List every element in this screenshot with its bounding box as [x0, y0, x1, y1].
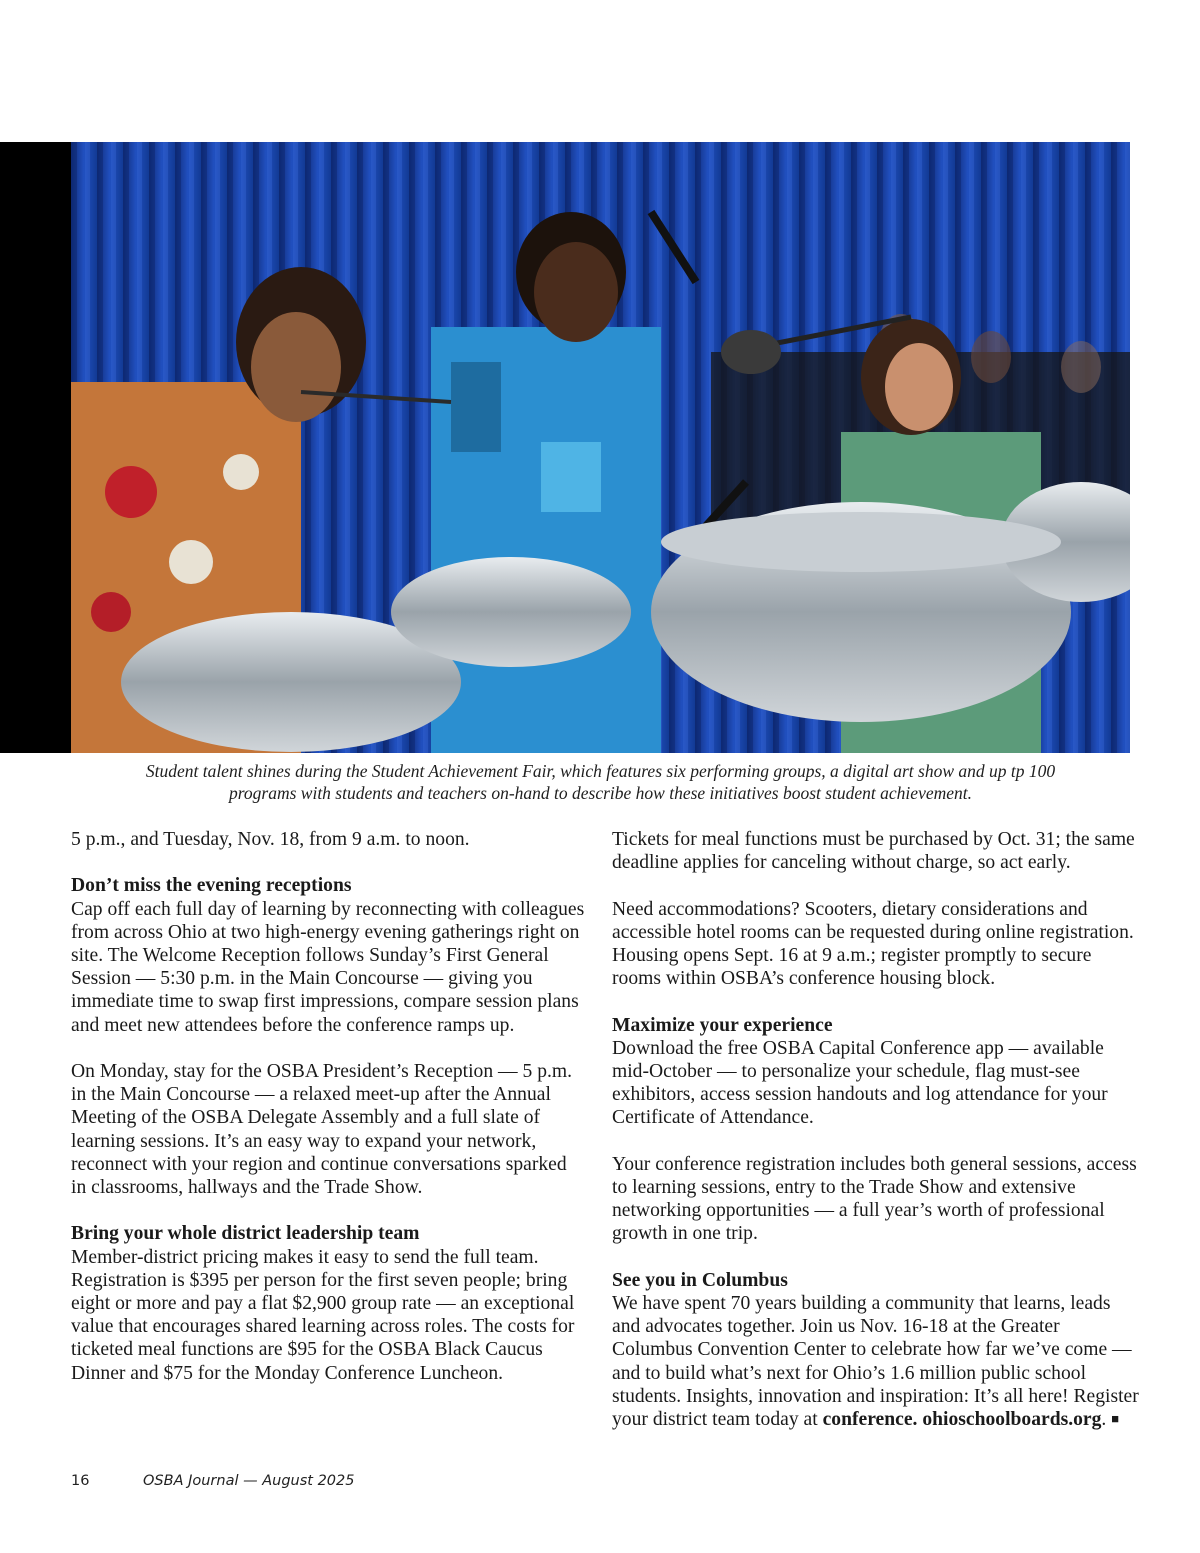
left-column	[71, 828, 586, 1408]
intro-text: 5 p.m., and Tuesday, Nov. 18, from 9 a.m. to noon.	[71, 829, 470, 850]
journal-issue: OSBA Journal — August 2025	[143, 1473, 355, 1489]
receptions-paragraph-1: Cap off each full day of learning by reconnecting with colleagues from across Ohio at two high-energy evening gatherings right on site. The Welcome Reception follows Sunday’s First General Session — 5:30 p.m. in the Main Concourse — giving you immediate time to swap first impressions, compare session plans and meet new attendees before the conference ramps up.	[71, 898, 585, 1036]
page-footer	[71, 1473, 354, 1489]
section-heading-leadership-team: Bring your whole district leadership team	[71, 1223, 420, 1245]
leadership-team-paragraph: Member-district pricing makes it easy to send the full team. Registration is $395 per person for the first seven people; bring eight or more and pay a flat $2,900 group rate — an exceptional value that encourages shared learning across roles. The costs for ticketed meal functions are $95 for the OSBA Black Caucus Dinner and $75 for the Monday Conference Luncheon.	[71, 1246, 575, 1384]
experience-paragraph-2: Your conference registration includes both general sessions, access to learning sessions, entry to the Trade Show and extensive networking opportunities — a full year’s worth of professional growth in one trip.	[612, 1153, 1137, 1245]
page-edge-bar	[0, 142, 71, 753]
conference-link[interactable]: conference. ohioschoolboards.org	[822, 1409, 1102, 1431]
meal-tickets-paragraph: Tickets for meal functions must be purchased by Oct. 31; the same deadline applies for canceling without charge, so act early.	[612, 829, 1135, 874]
caption-line-2: programs with students and teachers on-hand to describe how these initiatives boost student achievement.	[228, 783, 972, 803]
steel-drum-band-photo-icon	[71, 142, 1130, 753]
section-heading-columbus: See you in Columbus	[612, 1269, 788, 1291]
receptions-paragraph-2: On Monday, stay for the OSBA President’s Reception — 5 p.m. in the Main Concourse — a relaxed meet-up after the Annual Meeting of the OSBA Delegate Assembly and a full slate of learning sessions. It’s an easy way to expand your network, reconnect with your region and continue conversations sparked in classrooms, hallways and the Trade Show.	[71, 1061, 573, 1199]
end-mark-icon: ■	[1111, 1411, 1120, 1427]
columbus-paragraph	[612, 1292, 1142, 1432]
page-number: 16	[71, 1473, 90, 1489]
photo-caption	[71, 760, 1130, 804]
section-heading-receptions: Don’t miss the evening receptions	[71, 875, 352, 897]
caption-line-1: Student talent shines during the Student Achievement Fair, which features six performing groups, a digital art show and up tp 100	[145, 761, 1056, 781]
columbus-tail: .	[1101, 1409, 1107, 1431]
section-heading-experience: Maximize your experience	[612, 1014, 833, 1036]
steel-drum-band-photo	[71, 142, 1130, 753]
experience-paragraph-1: Download the free OSBA Capital Conference app — available mid-October — to personalize your schedule, flag must-see exhibitors, access session handouts and log attendance for your Certificate of Attendance.	[612, 1037, 1108, 1129]
right-column	[612, 828, 1142, 1455]
columbus-text: We have spent 70 years building a community that learns, leads and advocates together. Join us Nov. 16-18 at the Greater Columbus Convention Center to celebrate how far we’ve come — and to build what’s next for Ohio’s 1.6 million public school students. Insights, innovation and inspiration: It’s all here! Register your district team today at	[612, 1293, 1139, 1431]
accommodations-paragraph: Need accommodations? Scooters, dietary considerations and accessible hotel rooms can be requested during online registration. Housing opens Sept. 16 at 9 a.m.; register promptly to secure rooms within OSBA’s conference housing block.	[612, 898, 1134, 990]
